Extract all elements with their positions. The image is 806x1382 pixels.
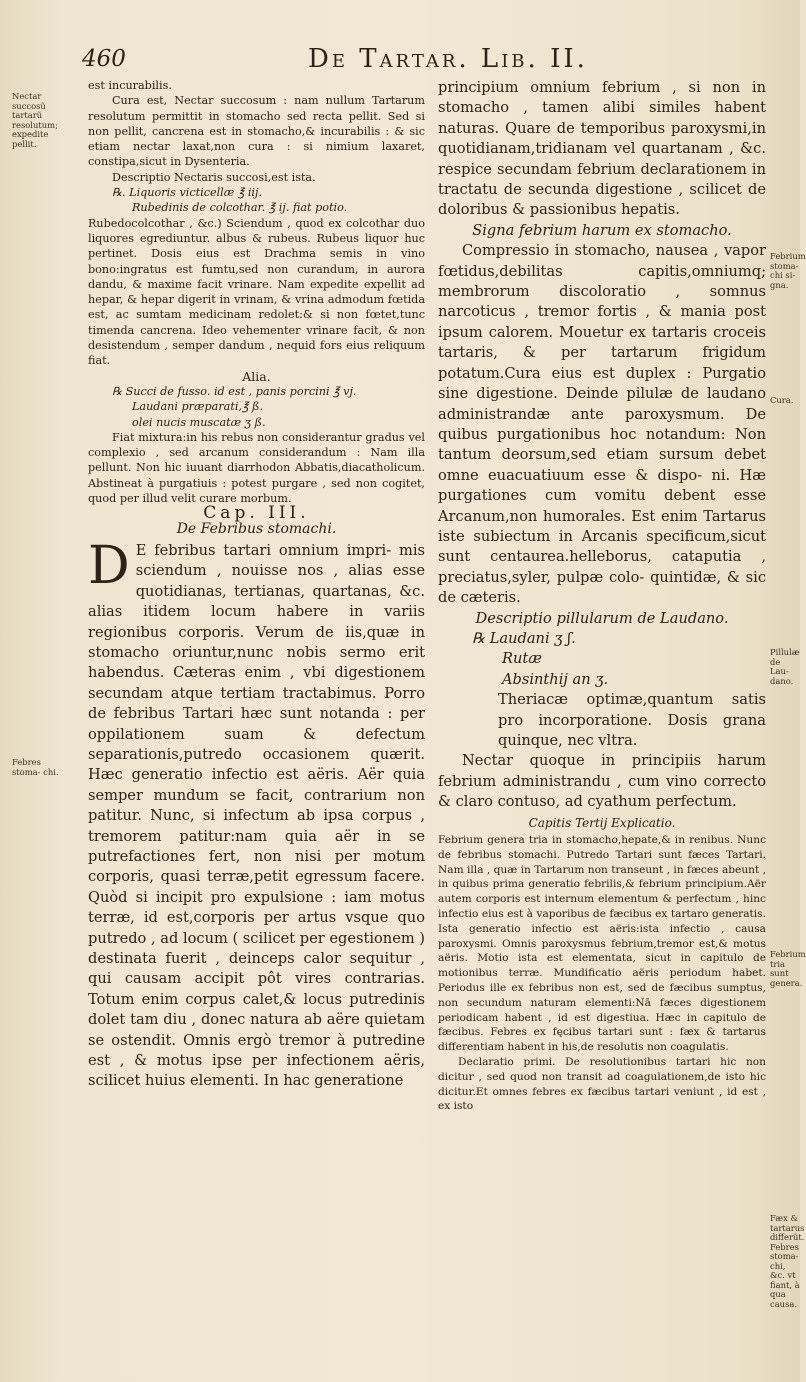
recipe-line-4: Laudani præparati,℥ ß. — [132, 400, 264, 414]
left-text-0: est incurabilis. — [88, 79, 172, 92]
running-title: De Tartar. Lib. II. — [308, 44, 588, 74]
chapter-text: E febribus tartari omnium impri- mis sciendum , nouisse nos , alias esse quotidianas, tertianas, quartanas, &c. alias itidem locum habere in variis regionibus corporis. Verum de iis,quæ in stomacho oriuntur,nunc nobis sermo erit habendus. Cæteras enim , vbi digestionem secundam atque tertiam tractabimus. Porro de febribus Tartari hæc sunt notanda : per oppilationem suam & defectum separationis,putredo occasionem quærit. Hæc generatio infectio est aëris. Aër quia semper mundum se facit, contrarium non patitur. Nunc, si infectum ab ipsa corpus , tremorem patitur:nam quia aër in se putrefactiones fert, non nisi per motum corporis, quasi terræ,petit egressum facere. Quòd si incipit pro expulsione : iam motus terræ, id est,corporis per artus vsque quo putredo , ad locum ( scilicet per egestionem ) destinata fuerit , deinceps calor sequitur , qui causam accipit pôt vires contrarias. Totum enim corpus calet,& locus putredinis dolet tam diu , donec natura ab aëre quietam se ostendit. Omnis ergò tremor à putredine est , & motus ipse per infectionem aëris, scilicet huius elementi. In hac generatione — [88, 541, 425, 1090]
left-column — [88, 78, 425, 1092]
chapter-body — [88, 535, 425, 1092]
recipe-line-3: ℞ Succi de fusso. id est , panis porcini ℥ vj. — [112, 384, 357, 398]
pill-recipe-1: ℞ Laudani ʒ ʃ. — [472, 629, 576, 647]
chapter-subtitle: De Febribus stomachi. — [176, 520, 337, 537]
left-text-2: Descriptio Nectaris succosi,est ista. — [112, 170, 316, 184]
right-column — [438, 78, 766, 1114]
page-header — [60, 44, 760, 78]
pill-recipe-4: Theriacæ optimæ,quantum satis pro incorporatione. Dosis grana quinque, nec vltra. — [498, 691, 766, 749]
recipe-line-1: ℞. Liquoris victicellæ ℥ iij. — [112, 186, 263, 200]
left-text-5: Rubedocolcothar , &c.) Sciendum , quod ex colcothar duo liquores egrediuntur. albus & rubeus. Rubeus liquor huc pertinet. Dosis eius est Drachma semis in vino bono:ingratus est fumtu,sed non curandum, in aurora dandu, & maxime facit vrinare. Nam expedite expellit ad hepar, & hepar digerit in vrinam, & vrina admodum fœtida est, ac sumtam medicinam redolet:& si non fœtet,tunc timenda cancrena. Ideo vehementer vrinare facit, & non desistendum , semper dandum , nequid fors eius reliquum fiat. — [88, 216, 425, 368]
left-text-10: Fiat mixtura:in his rebus non considerantur gradus vel complexio , sed arcanum considerandum : Nam illa pellunt. Non hic iuuant diarrhodon Abbatis,diacatholicum. Abstineat à purgatiuis : potest purgare , sed non cogitet, quod per illud velit curare morbum. — [88, 430, 425, 506]
recipe-line-5: olei nucis muscatæ ʒ ß. — [132, 415, 266, 429]
margin-note-right-3: Pillulæ de Lau- dano. — [770, 647, 800, 686]
chapter-heading: Cap. III. — [203, 503, 310, 524]
right-text-11: Declaratio primi. De resolutionibus tartari hic non dicitur , sed quod non transit ad coagulationem,de isto hic dicitur.Et omnes febres ex fæcibus tartari veniunt , id est , ex isto — [438, 1055, 766, 1113]
explicatio-heading: Capitis Tertij Explicatio. — [528, 815, 676, 830]
drop-capital: D — [88, 535, 130, 596]
margin-note-left-1: Nectar succosũ tartarũ resolutum; expedite pellit. — [12, 91, 58, 149]
margin-note-right-5: Fæx & tartarus differũt. Febres stoma- chi, &c. vt fiant, à qua causa. — [770, 1213, 805, 1309]
page-number: 460 — [82, 46, 126, 72]
right-text-10: Febrium genera tria in stomacho,hepate,& in renibus. Nunc de febribus stomachi. Putredo Tartari sunt fæces Tartari. Nam illa , quæ in Tartarum non transeunt , in fæces abeunt , in quibus prima generatio febrilis,& febrium principium.Aër autem corporis est internum elementum & perfectum , hinc infectio eius est à vaporibus de fæcibus ex tartaro generatis. Ista generatio infectio est aëris:ista infectio , causa paroxysmi. Omnis paroxysmus febrium,tremor est,& motus aëris. Motio ista est elementata, sicut in capitulo de motionibus terræ. Mundificatio aëris periodum habet. Periodus ille ex febribus non est, sed de fæcibus sumptus, non secundum naturam elementi:Nā fæces digestionem periodicam habent , id est digestiua. Hæc in capitulo de fæcibus. Febres ex fęcibus tartari sunt : fæx & tartarus differentiam habent in his,de resolutis non coagulatis. — [438, 834, 766, 1054]
pillulae-heading: Descriptio pillularum de Laudano. — [475, 609, 729, 627]
right-text-2: Compressio in stomacho, nausea , vapor fœtidus,debilitas capitis,omniumq; membrorum discoloratio , somnus narcoticus , tremor fortis , & mania post ipsum calorem. Mouetur ex tartaris croceis tartaris, & per tartarum frigidum potatum.Cura eius est duplex : Purgatio sine digestione. Deinde pilulæ de laudano administrandæ ante paroxysmum. De quibus purgationibus hoc notandum: Non tantum deorsum,sed etiam sursum debet omne euacuatiuum esse & dispo- ni. Hæ purgationes cum vomitu debent esse Arcanum,non humorales. Est enim Tartarus iste subiectum in Arcanis specificum,sicut sunt centaurea.helleborus, cataputia , preciatus,syler, pulpæ colo- quintidæ, & sic de cæteris. — [438, 242, 766, 607]
left-text-1: Cura est, Nectar succosum : nam nullum Tartarum resolutum permittit in stomacho sed recta pellit. Sed si non pellit, cancrena est in stomacho,& incurabilis : & sic etiam nectar laxat,non cura : si nimium laxaret, constipa,sicut in Dysenteria. — [88, 94, 425, 169]
pill-recipe-3: Absinthij an ʒ. — [502, 670, 609, 688]
recipe-line-2: Rubedinis de colcothar. ℥ ij. fiat potio. — [132, 201, 348, 215]
pill-recipe-2: Rutæ — [502, 650, 542, 668]
signa-heading: Signa febrium harum ex stomacho. — [472, 221, 732, 239]
margin-note-right-4: Febrium tria sunt genera. — [770, 949, 806, 988]
right-text-0: principium omnium febrium , si non in stomacho , tamen alibi similes habent naturas. Quare de temporibus paroxysmi,in quotidianam,tridianam vel quartanam , &c. respice secundam febrium declarationem in tractatu de secunda digestione , scilicet de doloribus & passionibus hepatis. — [438, 79, 766, 219]
margin-note-left-2: Febres stoma- chi. — [12, 757, 59, 777]
margin-note-right-2: Cura. — [770, 395, 794, 405]
alia-heading: Alia. — [242, 368, 271, 384]
margin-note-right-1: Febrium stoma- chi si- gna. — [770, 251, 806, 290]
right-text-8: Nectar quoque in principiis harum febrium administrandu , cum vino correcto & claro contuso, ad cyathum perfectum. — [438, 752, 766, 811]
